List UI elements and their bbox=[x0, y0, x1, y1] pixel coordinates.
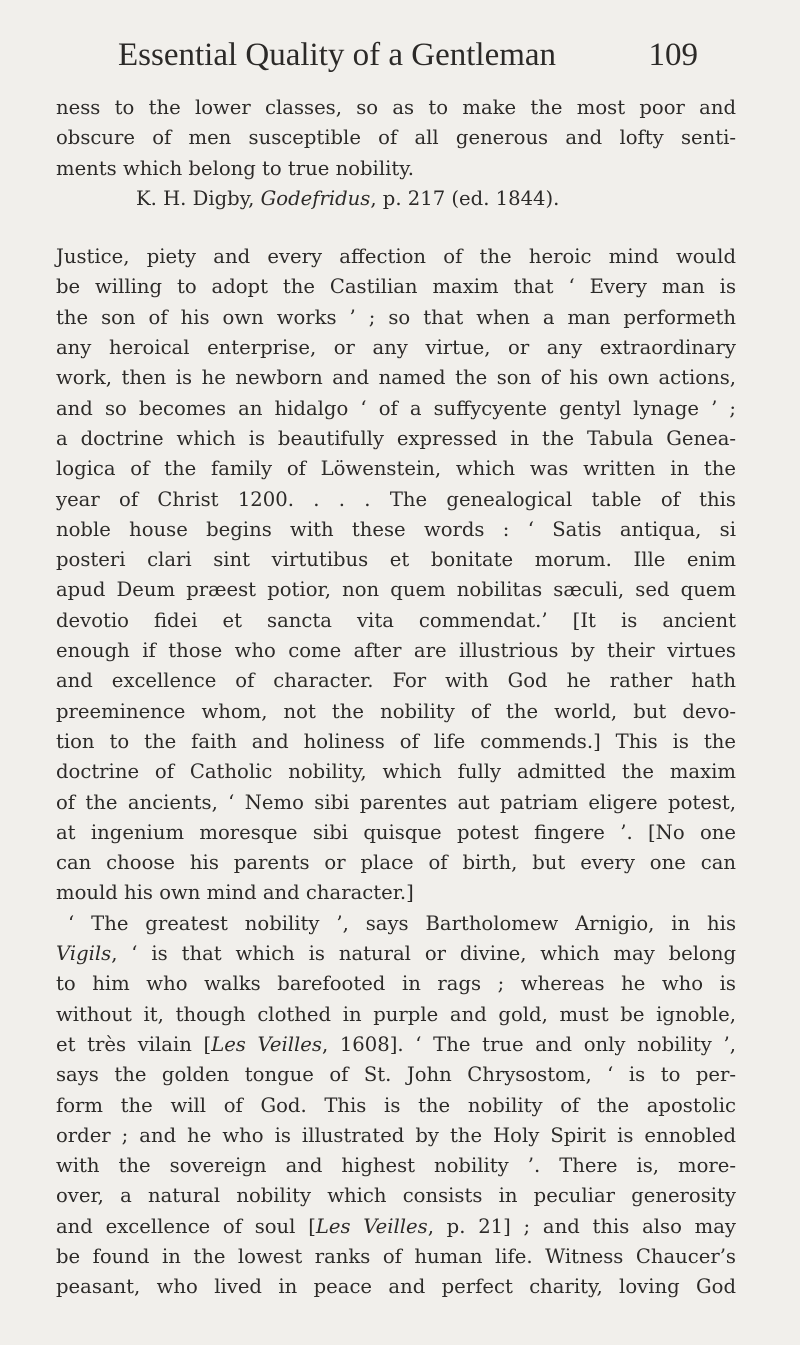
text-line bbox=[56, 1030, 736, 1060]
text-line: preeminence whom, not the nobility of the world, but devo- bbox=[56, 699, 736, 723]
text-line: and so becomes an hidalgo ‘ of a suffycyente gentyl lynage ’ ; bbox=[56, 396, 736, 420]
text-line: ‘ The greatest nobility ’, says Bartholomew Arnigio, in his bbox=[68, 911, 736, 935]
text-line: logica of the family of Löwenstein, which was written in the bbox=[56, 457, 736, 481]
text-line bbox=[56, 939, 736, 969]
text-line: work, then is he newborn and named the son of his own actions, bbox=[56, 366, 736, 390]
work-title: Vigils bbox=[56, 942, 112, 966]
text-line: the son of his own works ’ ; so that when a man performeth bbox=[56, 305, 736, 329]
text-line: devotio fidei et sancta vita commendat.’ [It is ancient bbox=[56, 608, 736, 632]
running-title: Essential Quality of a Gentleman bbox=[118, 37, 557, 73]
text-line: peasant, who lived in peace and perfect charity, loving God bbox=[56, 1275, 736, 1299]
text-run: and excellence of soul [ bbox=[56, 1214, 316, 1238]
text-line: apud Deum præest potior, non quem nobilitas sæculi, sed quem bbox=[56, 578, 736, 602]
text-line: to him who walks barefooted in rags ; whereas he who is bbox=[56, 972, 736, 996]
text-line: any heroical enterprise, or any virtue, or any extraordinary bbox=[56, 336, 736, 360]
text-run: , p. 21] ; and this also may bbox=[427, 1214, 736, 1238]
work-title: Les Veilles bbox=[211, 1032, 322, 1056]
text-line: form the will of God. This is the nobility of the apostolic bbox=[56, 1093, 736, 1117]
citation bbox=[56, 184, 736, 214]
text-line: doctrine of Catholic nobility, which fully admitted the maxim bbox=[56, 760, 736, 784]
text-line: without it, though clothed in purple and gold, must be ignoble, bbox=[56, 1002, 736, 1026]
text-run: , ‘ is that which is natural or divine, which may belong bbox=[111, 942, 736, 966]
body-text bbox=[56, 93, 736, 1303]
text-line: tion to the faith and holiness of life commends.] This is the bbox=[56, 729, 736, 753]
text-line: with the sovereign and highest nobility ’. There is, more- bbox=[56, 1154, 736, 1178]
text-line: year of Christ 1200. . . . The genealogical table of this bbox=[56, 487, 736, 511]
text-line: can choose his parents or place of birth, but every one can bbox=[56, 851, 736, 875]
text-line: enough if those who come after are illustrious by their virtues bbox=[56, 639, 736, 663]
text-line: order ; and he who is illustrated by the Holy Spirit is ennobled bbox=[56, 1123, 736, 1147]
citation-title: Godefridus bbox=[260, 186, 371, 210]
text-line: a doctrine which is beautifully expressed in the Tabula Genea- bbox=[56, 426, 736, 450]
text-line: ness to the lower classes, so as to make the most poor and bbox=[56, 96, 736, 119]
text-line: at ingenium moresque sibi quisque potest fingere ’. [No one bbox=[56, 820, 736, 844]
citation-details: , p. 217 (ed. 1844). bbox=[370, 186, 560, 210]
text-line: posteri clari sint virtutibus et bonitate morum. Ille enim bbox=[56, 548, 736, 572]
text-line bbox=[56, 1212, 736, 1242]
citation-author: K. H. Digby, bbox=[136, 186, 261, 210]
text-line: noble house begins with these words : ‘ Satis antiqua, si bbox=[56, 517, 736, 541]
work-title: Les Veilles bbox=[315, 1214, 428, 1238]
text-run: et très vilain [ bbox=[56, 1032, 212, 1056]
text-line: over, a natural nobility which consists in peculiar generosity bbox=[56, 1184, 736, 1208]
text-line: be found in the lowest ranks of human life. Witness Chaucer’s bbox=[56, 1244, 736, 1268]
text-line: mould his own mind and character.] bbox=[56, 881, 414, 905]
text-line: obscure of men susceptible of all generous and lofty senti- bbox=[56, 126, 736, 150]
text-line: ments which belong to true nobility. bbox=[56, 156, 414, 180]
text-run: , 1608]. ‘ The true and only nobility ’, bbox=[321, 1032, 737, 1056]
text-line: and excellence of character. For with God he rather hath bbox=[56, 669, 736, 693]
text-line: Justice, piety and every affection of the heroic mind would bbox=[56, 245, 736, 269]
running-head bbox=[118, 30, 698, 80]
page-number: 109 bbox=[648, 37, 698, 73]
text-line: of the ancients, ‘ Nemo sibi parentes aut patriam eligere potest, bbox=[56, 790, 736, 814]
text-line: says the golden tongue of St. John Chrysostom, ‘ is to per- bbox=[56, 1063, 736, 1087]
text-line: be willing to adopt the Castilian maxim that ‘ Every man is bbox=[56, 275, 736, 299]
